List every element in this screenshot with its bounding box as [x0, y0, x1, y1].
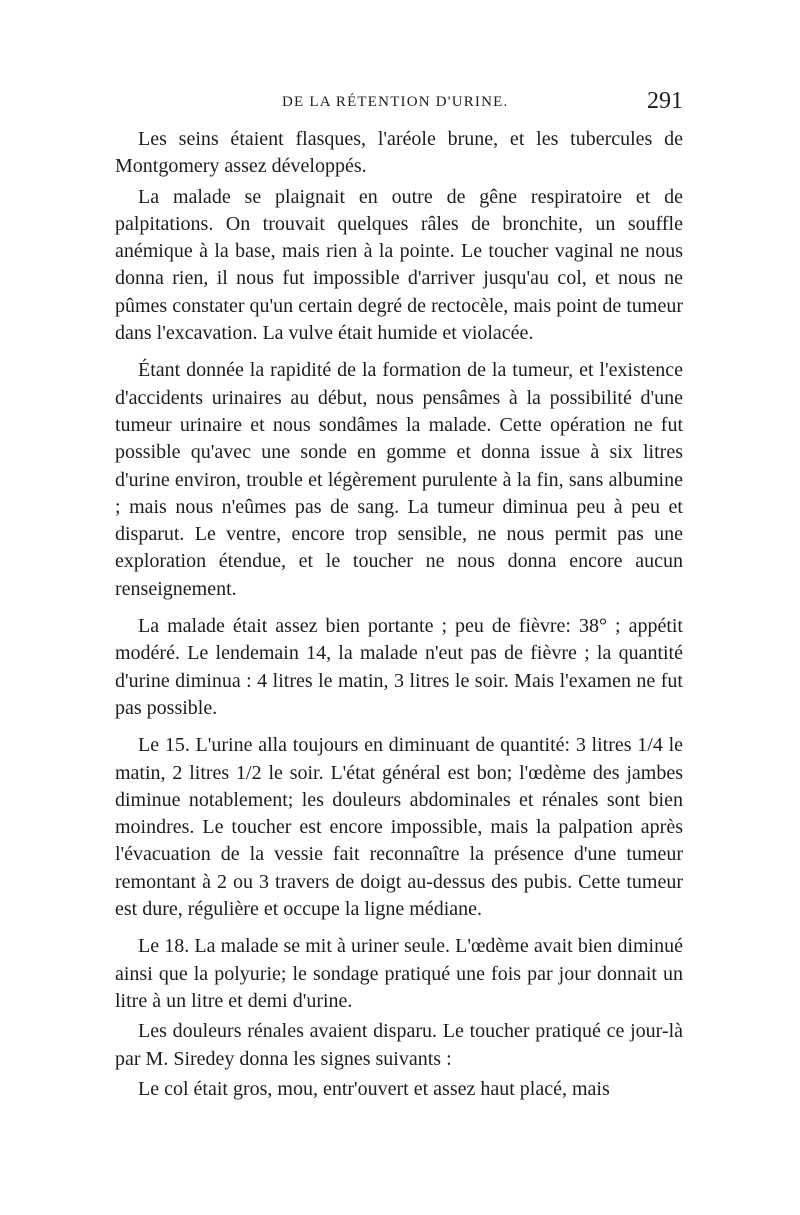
paragraph: Le 15. L'urine alla toujours en diminuant de quantité: 3 litres 1/4 le matin, 2 litres 1/2 le soir. L'état général est bon; l'œdème des jambes diminue notablement; les douleurs abdominales et rénales sont bien moindres. Le toucher est encore impossible, mais la palpation après l'évacuation de la vessie fait reconnaître la présence d'une tumeur remontant à 2 ou 3 travers de doigt au-dessus des pubis. Cette tumeur est dure, régulière et occupe la ligne médiane. [115, 734, 683, 921]
paragraph: Étant donnée la rapidité de la formation de la tumeur, et l'existence d'accidents urinaires au début, nous pensâmes à la possibilité d'une tumeur urinaire et nous sondâmes la malade. Cette opération ne fut possible qu'avec une sonde en gomme et donna issue à six litres d'urine environ, trouble et légèrement purulente à la fin, sans albumine ; mais nous n'eûmes pas de sang. La tumeur diminua peu à peu et disparut. Le ventre, encore trop sensible, ne nous permit pas une exploration étendue, et le toucher ne nous donna encore aucun renseignement. [115, 359, 683, 600]
paragraph: Les seins étaient flasques, l'aréole brune, et les tubercules de Montgomery assez développés. [115, 128, 683, 178]
paragraph: Les douleurs rénales avaient disparu. Le toucher pratiqué ce jour-là par M. Siredey donna les signes suivants : [115, 1020, 683, 1070]
body-text [115, 126, 683, 1103]
paragraph: Le col était gros, mou, entr'ouvert et assez haut placé, mais [138, 1077, 610, 1100]
paragraph: La malade était assez bien portante ; peu de fièvre: 38° ; appétit modéré. Le lendemain 14, la malade n'eut pas de fièvre ; la quantité d'urine diminua : 4 litres le matin, 3 litres le soir. Mais l'examen ne fut pas possible. [115, 615, 683, 719]
page-number: 291 [647, 88, 683, 114]
paragraph: La malade se plaignait en outre de gêne respiratoire et de palpitations. On trouvait quelques râles de bronchite, un souffle anémique à la base, mais rien à la pointe. Le toucher vaginal ne nous donna rien, il nous fut impossible d'arriver jusqu'au col, et nous ne pûmes constater qu'un certain degré de rectocèle, mais point de tumeur dans l'excavation. La vulve était humide et violacée. [115, 185, 683, 345]
paragraph: Le 18. La malade se mit à uriner seule. L'œdème avait bien diminué ainsi que la polyurie; le sondage pratiqué une fois par jour donnait un litre à un litre et demi d'urine. [115, 935, 683, 1012]
running-title: DE LA RÉTENTION D'URINE. [282, 94, 509, 110]
running-head [115, 88, 683, 126]
book-page [115, 88, 683, 1103]
